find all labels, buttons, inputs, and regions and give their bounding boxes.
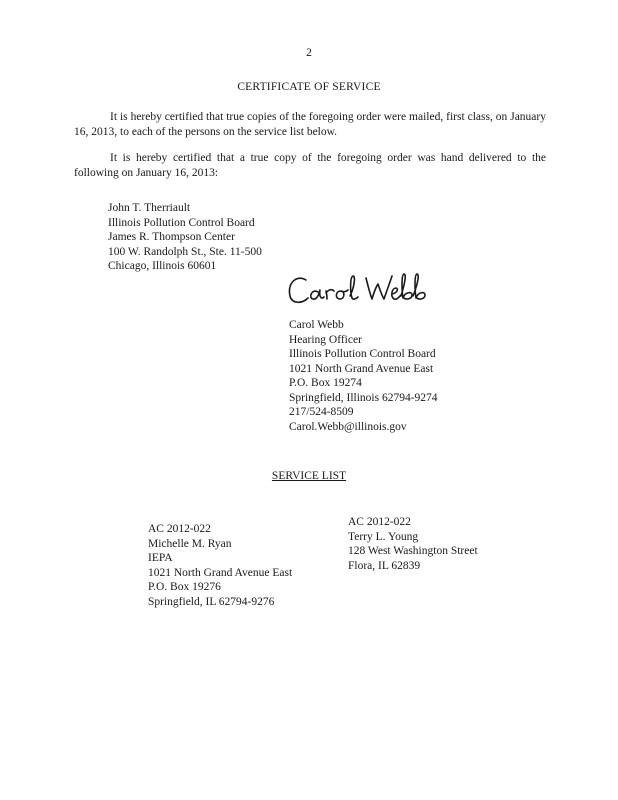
party-agency: IEPA bbox=[148, 552, 173, 564]
recipient-city: Chicago, Illinois 60601 bbox=[108, 260, 217, 272]
certificate-heading: CERTIFICATE OF SERVICE bbox=[237, 81, 381, 93]
signer-email: Carol.Webb@illinois.gov bbox=[289, 420, 407, 433]
recipient-street: 100 W. Randolph St., Ste. 11-500 bbox=[108, 245, 262, 258]
recipient-name: John T. Therriault bbox=[108, 202, 191, 214]
handwritten-signature bbox=[286, 270, 436, 312]
service-list-title bbox=[0, 469, 618, 484]
signer-organization: Illinois Pollution Control Board bbox=[289, 348, 436, 360]
signer-city: Springfield, Illinois 62794-9274 bbox=[289, 391, 438, 404]
party-name: Terry L. Young bbox=[348, 530, 419, 543]
party-po-box: P.O. Box 19276 bbox=[148, 581, 221, 593]
recipient-address-block bbox=[108, 201, 262, 274]
signer-street: 1021 North Grand Avenue East bbox=[289, 362, 434, 375]
party-street: 1021 North Grand Avenue East bbox=[148, 566, 293, 579]
recipient-building: James R. Thompson Center bbox=[108, 231, 235, 243]
page-number: 2 bbox=[306, 47, 312, 59]
service-party-ryan bbox=[148, 522, 292, 609]
hand-delivered-paragraph: It is hereby certified that a true copy of the foregoing order was hand delivered to the following on January 16, 2013: bbox=[74, 152, 546, 179]
recipient-organization: Illinois Pollution Control Board bbox=[108, 216, 255, 229]
mailed-paragraph: It is hereby certified that true copies of the foregoing order were mailed, first class, on January 16, 2013, to each of the persons on the service list below. bbox=[74, 111, 546, 138]
party-city: Flora, IL 62839 bbox=[348, 559, 421, 572]
party-case-number: AC 2012-022 bbox=[148, 523, 211, 535]
service-list-title-text: SERVICE LIST bbox=[271, 470, 347, 482]
service-party-young bbox=[348, 515, 478, 573]
signer-name: Carol Webb bbox=[289, 319, 344, 331]
signer-phone: 217/524-8509 bbox=[289, 406, 354, 418]
signer-block bbox=[289, 318, 438, 434]
signer-po-box: P.O. Box 19274 bbox=[289, 377, 362, 389]
signature-icon bbox=[286, 270, 436, 312]
party-street: 128 West Washington Street bbox=[348, 545, 478, 557]
party-name: Michelle M. Ryan bbox=[148, 537, 232, 550]
party-case-number: AC 2012-022 bbox=[348, 516, 411, 528]
party-city: Springfield, IL 62794-9276 bbox=[148, 595, 275, 608]
signer-title: Hearing Officer bbox=[289, 333, 362, 346]
